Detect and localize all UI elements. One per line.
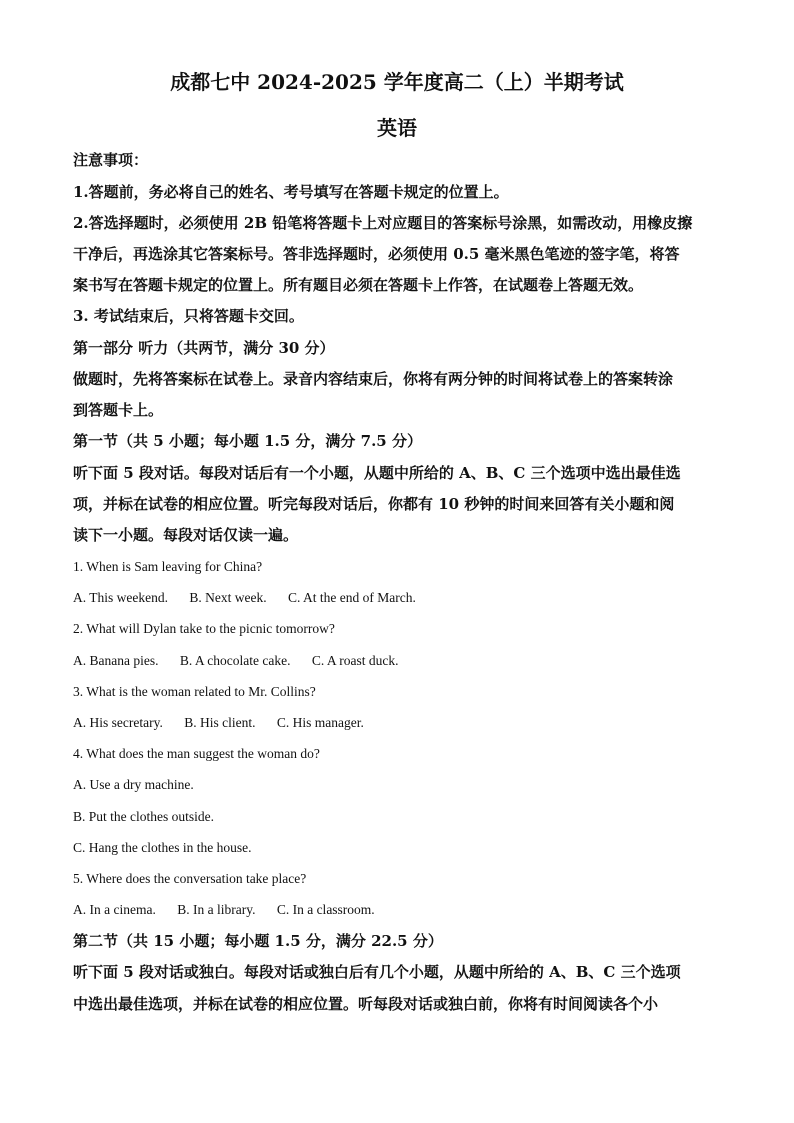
notice-heading: 注意事项： [73,151,149,169]
question-4-stem: 4. What does the man suggest the woman do? [73,746,320,761]
question-2-option-c: C. A roast duck. [311,653,399,668]
question-2-option-a: A. Banana pies. [73,653,159,668]
section1-intro-line-1: 听下面 5 段对话。每段对话后有一个小题，从题中所给的 A、B、C 三个选项中选出最佳选 [73,464,681,482]
notice-item-2-line-1: 2.答选择题时，必须使用 2B 铅笔将答题卡上对应题目的答案标号涂黑，如需改动，用橡皮擦 [73,214,693,232]
question-2-stem: 2. What will Dylan take to the picnic tomorrow? [73,621,335,636]
question-4-option-b: B. Put the clothes outside. [73,809,214,824]
question-1-option-c: C. At the end of March. [287,590,416,605]
question-3-option-a: A. His secretary. [73,715,163,730]
question-1-options [73,588,416,608]
question-4-option-a: A. Use a dry machine. [73,777,194,792]
question-5-option-c: C. In a classroom. [276,902,375,917]
question-5-option-a: A. In a cinema. [73,902,156,917]
question-1-option-a: A. This weekend. [73,590,168,605]
notice-item-2-line-3: 案书写在答题卡规定的位置上。所有题目必须在答题卡上作答，在试题卷上答题无效。 [73,276,644,294]
question-3-option-b: B. His client. [184,715,256,730]
part1-intro-line-1: 做题时，先将答案标在试卷上。录音内容结束后，你将有两分钟的时间将试卷上的答案转涂 [73,370,674,388]
section2-heading: 第二节（共 15 小题；每小题 1.5 分，满分 22.5 分） [73,932,443,950]
question-1-option-b: B. Next week. [189,590,267,605]
subject-title: 英语 [377,116,417,140]
question-1-stem: 1. When is Sam leaving for China? [73,559,263,574]
question-2-option-b: B. A chocolate cake. [179,653,291,668]
question-5-options [73,900,375,920]
part1-intro-line-2: 到答题卡上。 [73,401,164,419]
question-5-option-b: B. In a library. [177,902,256,917]
question-3-stem: 3. What is the woman related to Mr. Collins? [73,684,316,699]
question-2-options [73,651,398,671]
notice-item-2-line-2: 干净后，再选涂其它答案标号。答非选择题时，必须使用 0.5 毫米黑色笔迹的签字笔，将答 [73,245,680,263]
notice-item-3: 3. 考试结束后，只将答题卡交回。 [73,307,304,325]
question-3-options [73,713,364,733]
question-4-option-c: C. Hang the clothes in the house. [73,840,252,855]
section1-intro-line-3: 读下一小题。每段对话仅读一遍。 [73,526,299,544]
section2-intro-line-1: 听下面 5 段对话或独白。每段对话或独白后有几个小题，从题中所给的 A、B、C 三个选项 [73,963,681,981]
question-5-stem: 5. Where does the conversation take place? [73,871,307,886]
notice-item-1: 1.答题前，务必将自己的姓名、考号填写在答题卡规定的位置上。 [73,183,509,201]
section1-heading: 第一节（共 5 小题；每小题 1.5 分，满分 7.5 分） [73,432,422,450]
section1-intro-line-2: 项，并标在试卷的相应位置。听完每段对话后，你都有 10 秒钟的时间来回答有关小题和阅 [73,495,675,513]
section2-intro-line-2: 中选出最佳选项，并标在试卷的相应位置。听每段对话或独白前，你将有时间阅读各个小 [73,995,659,1013]
exam-title: 成都七中 2024-2025 学年度高二（上）半期考试 [170,70,624,94]
question-3-option-c: C. His manager. [276,715,364,730]
part1-heading: 第一部分 听力（共两节，满分 30 分） [73,339,335,357]
